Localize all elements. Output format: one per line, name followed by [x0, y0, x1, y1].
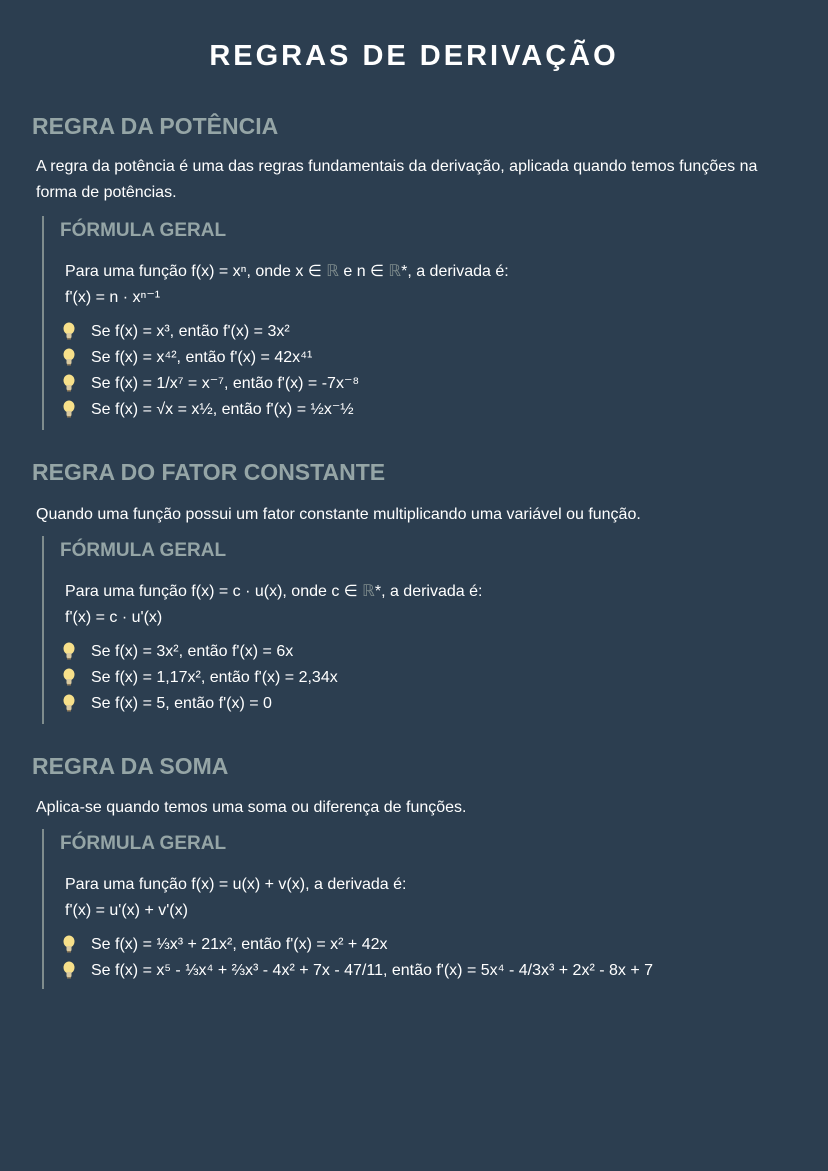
example-item — [60, 319, 800, 345]
example-text: Se f(x) = x⁴², então f'(x) = 42x⁴¹ — [91, 349, 313, 366]
lightbulb-icon — [62, 322, 76, 340]
example-item — [60, 691, 800, 717]
example-item — [60, 665, 800, 691]
lightbulb-icon — [62, 961, 76, 979]
formula: f'(x) = c · u'(x) — [65, 609, 163, 626]
section-title: REGRA DA SOMA — [32, 753, 229, 779]
intro-line: A regra da potência é uma das regras fundamentais da derivação, aplicada quando temos funções na — [36, 158, 758, 175]
intro-line: Quando uma função possui um fator constante multiplicando uma variável ou função. — [36, 506, 641, 523]
examples-list — [60, 932, 800, 984]
formula: f'(x) = u'(x) + v'(x) — [65, 902, 188, 919]
lightbulb-icon — [62, 348, 76, 366]
section-intro — [36, 795, 802, 821]
example-text: Se f(x) = 5, então f'(x) = 0 — [91, 695, 272, 712]
lightbulb-icon — [62, 642, 76, 660]
formula-box-power — [42, 216, 800, 430]
section-power-rule — [32, 112, 802, 206]
example-text: Se f(x) = 1,17x², então f'(x) = 2,34x — [91, 669, 338, 686]
section-title: REGRA DA POTÊNCIA — [32, 113, 279, 139]
example-text: Se f(x) = 1/x⁷ = x⁻⁷, então f'(x) = -7x⁻⁸ — [91, 375, 360, 392]
section-title: REGRA DO FATOR CONSTANTE — [32, 459, 386, 485]
example-item — [60, 345, 800, 371]
example-item — [60, 639, 800, 665]
examples-list — [60, 319, 800, 423]
condition-text: Para uma função f(x) = xⁿ, onde x ∈ — [65, 263, 327, 280]
condition-text: *, a derivada é: — [374, 583, 483, 600]
real-set-symbol: ℝ — [388, 263, 402, 280]
formula-title: FÓRMULA GERAL — [60, 833, 227, 854]
formula: f'(x) = n · xⁿ⁻¹ — [65, 289, 161, 306]
example-item — [60, 371, 800, 397]
lightbulb-icon — [62, 694, 76, 712]
real-set-symbol: ℝ — [362, 583, 375, 600]
example-item — [60, 958, 800, 984]
lightbulb-icon — [62, 374, 76, 392]
examples-list — [60, 639, 800, 717]
lightbulb-icon — [62, 668, 76, 686]
intro-line: Aplica-se quando temos uma soma ou diferença de funções. — [36, 799, 467, 816]
lightbulb-icon — [62, 400, 76, 418]
section-constant-factor-rule — [32, 458, 802, 528]
page-title: REGRAS DE DERIVAÇÃO — [209, 40, 619, 72]
example-item — [60, 932, 800, 958]
real-set-symbol: ℝ — [326, 263, 339, 280]
formula-title: FÓRMULA GERAL — [60, 220, 227, 241]
example-item — [60, 397, 800, 423]
example-text: Se f(x) = √x = x½, então f'(x) = ½x⁻½ — [91, 401, 354, 418]
formula-box-sum — [42, 829, 800, 989]
formula-condition — [65, 579, 800, 605]
formula-condition: Para uma função f(x) = u(x) + v(x), a derivada é: — [65, 876, 407, 893]
formula-title: FÓRMULA GERAL — [60, 540, 227, 561]
example-text: Se f(x) = 3x², então f'(x) = 6x — [91, 643, 294, 660]
lightbulb-icon — [62, 935, 76, 953]
formula-condition — [65, 259, 800, 285]
section-sum-rule — [32, 752, 802, 821]
formula-box-constant — [42, 536, 800, 724]
condition-text: e n ∈ — [338, 263, 389, 280]
example-text: Se f(x) = x³, então f'(x) = 3x² — [91, 323, 290, 340]
example-text: Se f(x) = x⁵ - ⅓x⁴ + ⅔x³ - 4x² + 7x - 47/11, então f'(x) = 5x⁴ - 4/3x³ + 2x² - 8x + 7 — [91, 962, 654, 979]
example-text: Se f(x) = ⅓x³ + 21x², então f'(x) = x² + 42x — [91, 936, 388, 953]
section-intro — [36, 154, 802, 206]
intro-line: forma de potências. — [36, 184, 177, 201]
condition-text: *, a derivada é: — [401, 263, 509, 280]
section-intro — [36, 502, 802, 528]
condition-text: Para uma função f(x) = c · u(x), onde c ∈ — [65, 583, 363, 600]
